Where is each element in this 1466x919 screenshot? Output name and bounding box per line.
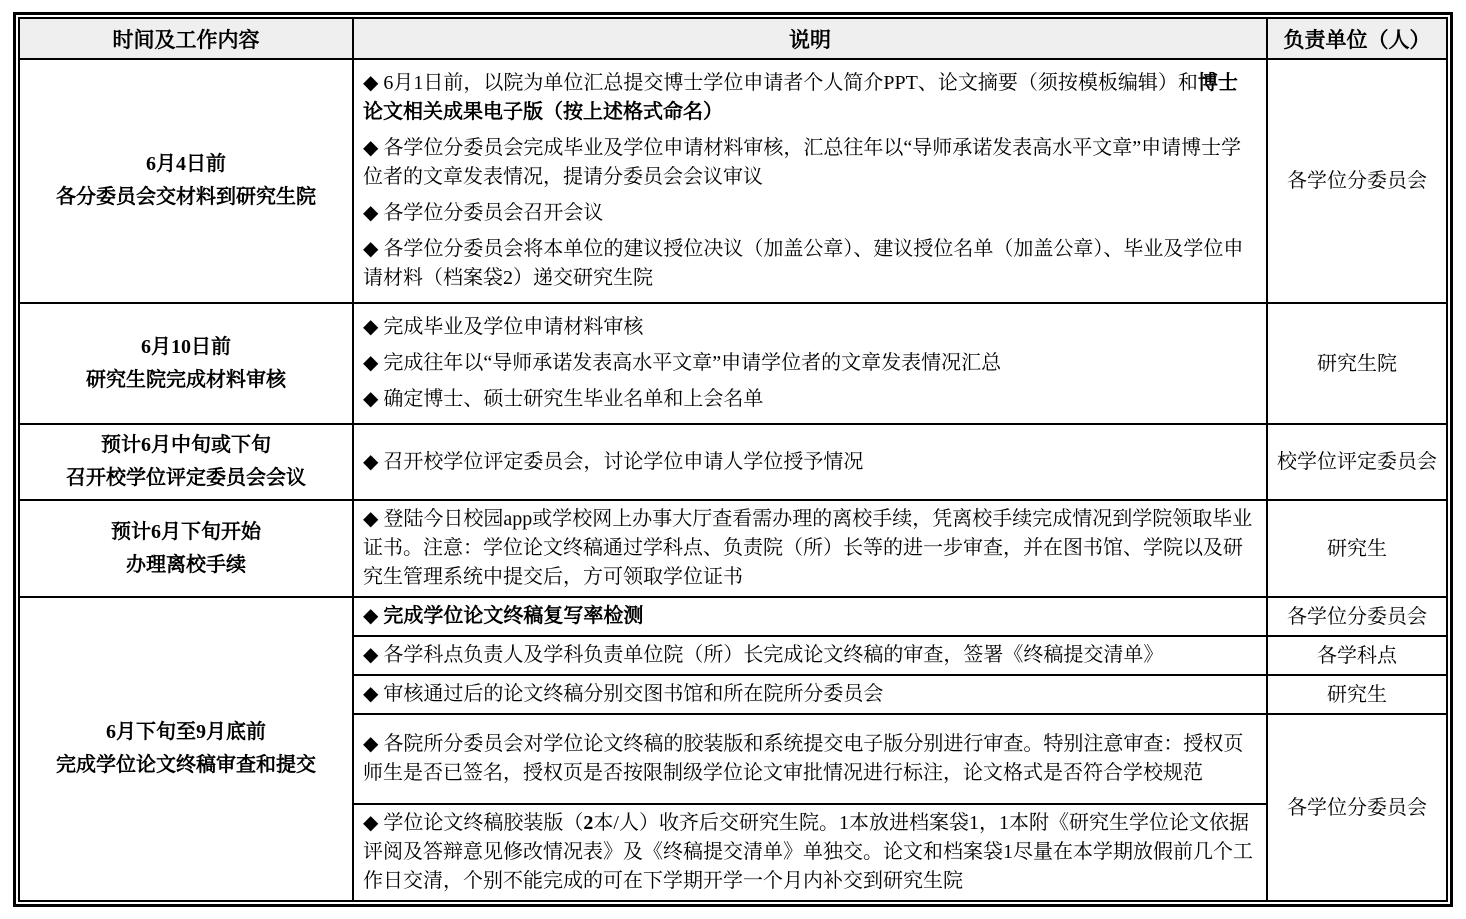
desc-item <box>363 641 1257 670</box>
description-cell <box>353 500 1267 597</box>
desc-text-bold: 博士论文相关成果电子版（按上述格式命名） <box>363 72 1238 123</box>
time-cell <box>19 424 353 500</box>
responsible-cell: 各学位分委员会 <box>1267 597 1447 636</box>
responsible-cell: 研究生 <box>1267 675 1447 714</box>
desc-text: ◆ 各学位分委员会召开会议 <box>363 202 604 224</box>
description-cell <box>353 597 1267 636</box>
time-cell <box>19 597 353 901</box>
desc-text: ◆ 召开校学位评定委员会，讨论学位申请人学位授予情况 <box>363 450 864 473</box>
time-line: 6月4日前 <box>146 153 226 175</box>
desc-item <box>363 199 1257 228</box>
description-cell <box>353 804 1267 901</box>
description-cell <box>353 714 1267 804</box>
desc-item <box>363 602 1257 631</box>
desc-item <box>363 730 1257 788</box>
description-cell <box>353 675 1267 714</box>
time-cell <box>19 59 353 303</box>
description-cell <box>353 424 1267 500</box>
desc-text: ◆ 各学科点负责人及学科负责单位院（所）长完成论文终稿的审查，签署《终稿提交清单》 <box>363 644 1164 666</box>
schedule-table-frame <box>13 12 1453 907</box>
desc-text: ◆ 各院所分委员会对学位论文终稿的胶装版和系统提交电子版分别进行审查。特别注意审查：授权页师生是否已签名，授权页是否按限制级学位论文审批情况进行标注，论文格式是否符合学校规范 <box>363 733 1244 784</box>
desc-text: 本/人）收齐后交研究生院。1本放进档案袋1，1本附《研究生学位论文依据评阅及答辩意见修改情况表》及《终稿提交清单》单独交。论文和档案袋1尽量在本学期放假前几个工作日交清，个别不能完成的可在下学期开学一个月内补交到研究生院 <box>363 812 1253 892</box>
time-cell <box>19 500 353 597</box>
desc-item <box>363 235 1257 293</box>
responsible-cell: 校学位评定委员会 <box>1267 424 1447 500</box>
time-line: 预计6月中旬或下旬 <box>101 434 271 456</box>
time-line: 6月10日前 <box>141 335 231 358</box>
desc-item <box>363 134 1257 192</box>
header-row <box>19 18 1447 59</box>
description-cell <box>353 303 1267 424</box>
desc-text-bold: 2 <box>583 812 594 834</box>
work-content-line: 各分委员会交材料到研究生院 <box>56 186 316 208</box>
responsible-cell: 各学科点 <box>1267 636 1447 675</box>
table-row <box>19 303 1447 424</box>
work-content-line: 召开校学位评定委员会会议 <box>66 467 306 489</box>
desc-item <box>363 69 1257 127</box>
desc-item <box>363 680 1257 709</box>
desc-item <box>363 448 1257 477</box>
desc-text: ◆ 审核通过后的论文终稿分别交图书馆和所在院所分委员会 <box>363 683 884 705</box>
responsible-cell: 各学位分委员会 <box>1267 59 1447 303</box>
description-cell <box>353 636 1267 675</box>
desc-text: ◆ 6月1日前，以院为单位汇总提交博士学位申请者个人简介PPT、论文摘要（须按模板编辑）和 <box>363 72 1198 94</box>
col-header-time: 时间及工作内容 <box>19 18 353 59</box>
responsible-cell: 研究生院 <box>1267 303 1447 424</box>
desc-text: ◆ 完成毕业及学位申请材料审核 <box>363 316 644 338</box>
work-content-line: 办理离校手续 <box>126 553 246 576</box>
work-content-line: 研究生院完成材料审核 <box>86 368 286 391</box>
responsible-cell: 各学位分委员会 <box>1267 714 1447 901</box>
desc-text-bold: ◆ 完成学位论文终稿复写率检测 <box>363 605 644 627</box>
time-cell <box>19 303 353 424</box>
desc-text: ◆ 各学位分委员会将本单位的建议授位决议（加盖公章）、建议授位名单（加盖公章）、毕业及学位申请材料（档案袋2）递交研究生院 <box>363 238 1244 289</box>
time-line: 6月下旬至9月底前 <box>106 721 266 743</box>
desc-item <box>363 313 1257 342</box>
col-header-description: 说明 <box>353 18 1267 59</box>
col-header-responsible: 负责单位（人） <box>1267 18 1447 59</box>
responsible-cell: 研究生 <box>1267 500 1447 597</box>
desc-text: ◆ 学位论文终稿胶装版（ <box>363 812 584 834</box>
desc-text: ◆ 完成往年以“导师承诺发表高水平文章”申请学位者的文章发表情况汇总 <box>363 352 1002 374</box>
desc-item <box>363 505 1257 592</box>
desc-text: ◆ 登陆今日校园app或学校网上办事大厅查看需办理的离校手续，凭离校手续完成情况到学院领取毕业证书。注意：学位论文终稿通过学科点、负责院（所）长等的进一步审查，并在图书馆、学院以及研究生管理系统中提交后，方可领取学位证书 <box>363 508 1253 588</box>
desc-text: ◆ 各学位分委员会完成毕业及学位申请材料审核，汇总往年以“导师承诺发表高水平文章”申请博士学位者的文章发表情况，提请分委员会会议审议 <box>363 137 1242 188</box>
desc-item <box>363 385 1257 414</box>
table-row <box>19 500 1447 597</box>
work-content-line: 完成学位论文终稿审查和提交 <box>56 754 316 776</box>
desc-item <box>363 349 1257 378</box>
table-row <box>19 424 1447 500</box>
schedule-table <box>18 17 1448 902</box>
description-cell <box>353 59 1267 303</box>
table-row <box>19 59 1447 303</box>
table-row <box>19 597 1447 636</box>
desc-text: ◆ 确定博士、硕士研究生毕业名单和上会名单 <box>363 388 764 410</box>
desc-item <box>363 809 1257 896</box>
time-line: 预计6月下旬开始 <box>111 520 261 543</box>
